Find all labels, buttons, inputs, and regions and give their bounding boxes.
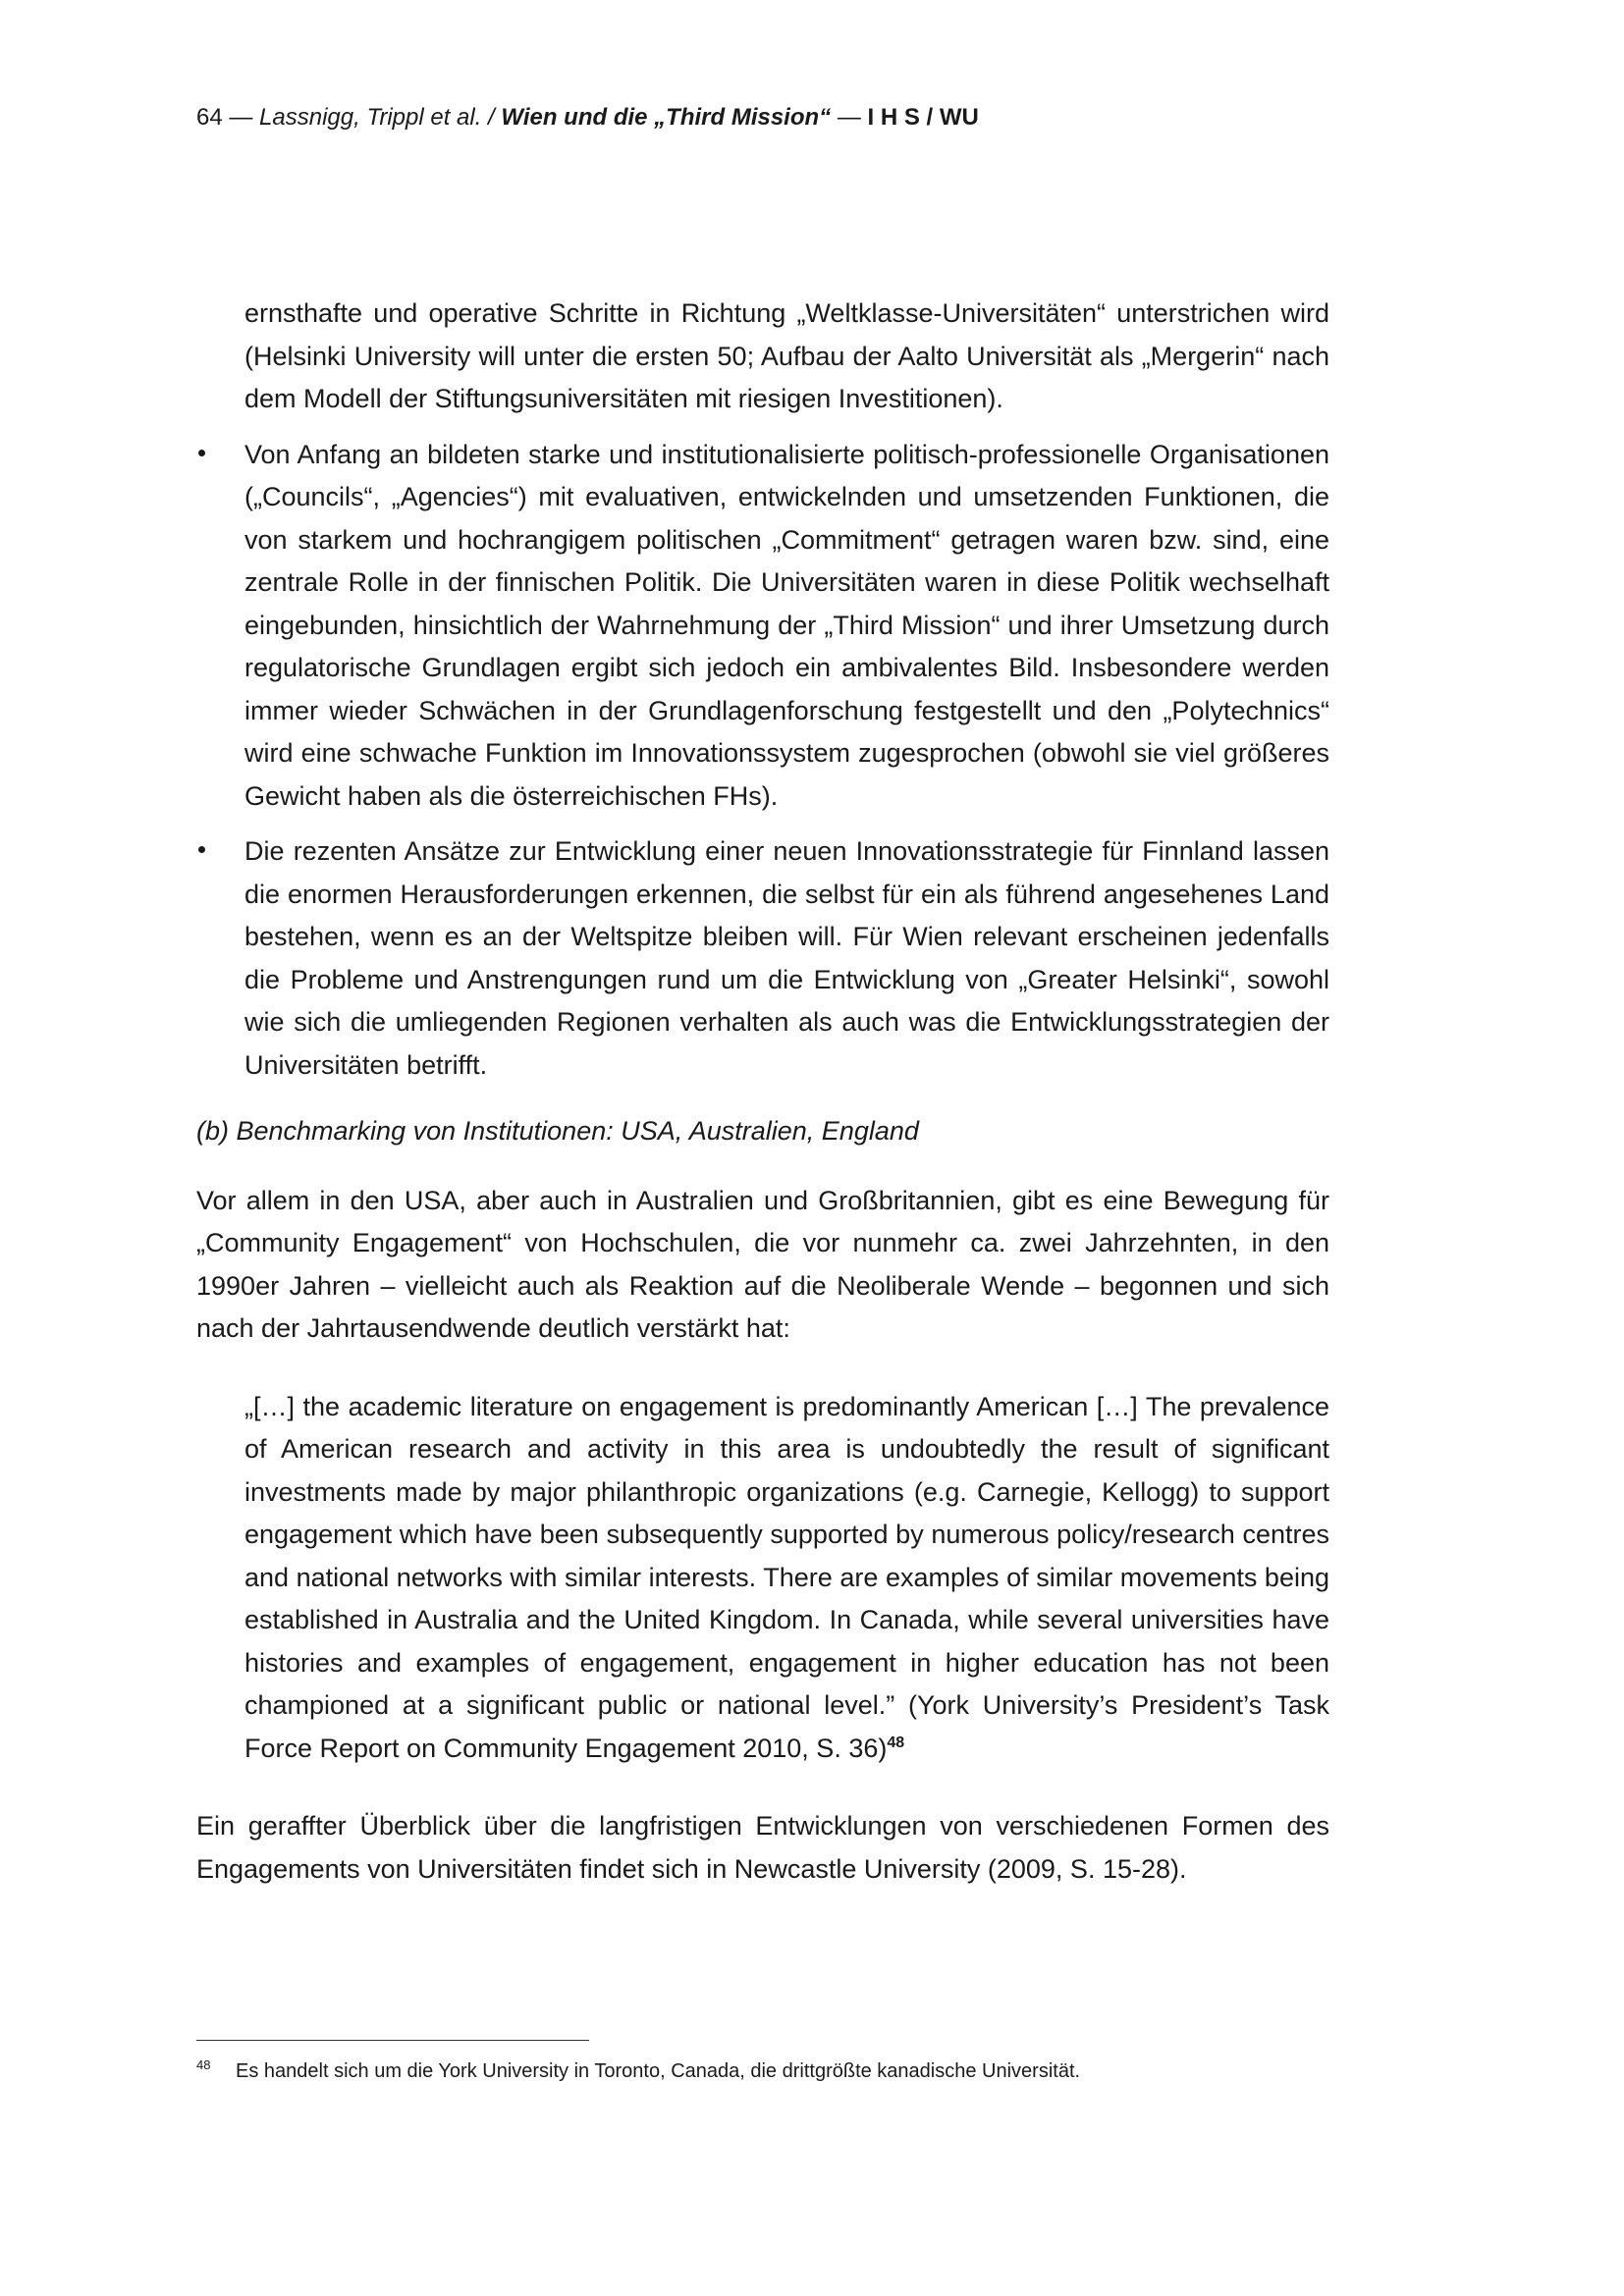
footnote-number: 48: [196, 2057, 211, 2072]
bullet-icon: [196, 434, 216, 477]
header-authors: Lassnigg, Trippl et al. /: [259, 104, 502, 131]
bullet-item: [196, 434, 1329, 819]
main-content: [196, 293, 1329, 1891]
closing-paragraph: Ein geraffter Überblick über die langfristigen Entwicklungen von verschiedenen Formen des Engagements von Universitäten findet sich in Newcastle University (2009, S. 15-28).: [196, 1811, 1329, 1884]
footnote: [196, 2057, 1329, 2085]
header-separator: —: [222, 104, 260, 131]
bullet-item: [196, 830, 1329, 1087]
header-separator: —: [831, 104, 868, 131]
footnote-reference[interactable]: 48: [887, 1734, 905, 1751]
running-header: [196, 102, 979, 133]
block-quote: [244, 1386, 1329, 1771]
footnote-text: Es handelt sich um die York University in Toronto, Canada, die drittgrößte kanadische Universität.: [236, 2060, 1081, 2082]
intro-paragraph: Vor allem in den USA, aber auch in Australien und Großbritannien, gibt es eine Bewegung für „Community Engagement“ von Hochschulen, die vor nunmehr ca. zwei Jahrzehnten, in den 1990er Jahren – vielleicht auch als Reaktion auf die Neoliberale Wende – begonnen und sich nach der Jahrtausendwende deutlich verstärkt hat:: [196, 1185, 1329, 1343]
quote-text: „[…] the academic literature on engagement is predominantly American […] The prevalence of American research and activity in this area is undoubtedly the result of significant investments made by major philanthropic organizations (e.g. Carnegie, Kellogg) to support engagement which have been subsequently supported by numerous policy/research centres and national networks with similar interests. There are examples of similar movements being established in Australia and the United Kingdom. In Canada, while several universities have histories and examples of engagement, engagement in higher education has not been championed at a significant public or national level.” (York University’s President’s Task Force Report on Community Engagement 2010, S. 36): [244, 1391, 1329, 1763]
continued-bullet-text: ernsthafte und operative Schritte in Richtung „Weltklasse-Universitäten“ unterstrichen wird (Helsinki University will unter die ersten 50; Aufbau der Aalto Universität als „Mergerin“ nach dem Modell der Stiftungsuniversitäten mit riesigen Investitionen).: [244, 298, 1329, 413]
header-institutions: I H S / WU: [867, 104, 979, 131]
bullet-text: Von Anfang an bildeten starke und institutionalisierte politisch-professionelle Organisationen („Councils“, „Agencies“) mit evaluativen, entwickelnden und umsetzenden Funktionen, die von starkem und hochrangigem politischen „Commitment“ getragen waren bzw. sind, eine zentrale Rolle in der finnischen Politik. Die Universitäten waren in diese Politik wechselhaft eingebunden, hinsichtlich der Wahrnehmung der „Third Mission“ und ihrer Umsetzung durch regulatorische Grundlagen ergibt sich jedoch ein ambivalentes Bild. Insbesondere werden immer wieder Schwächen in der Grundlagenforschung festgestellt und den „Polytechnics“ wird eine schwache Funktion im Innovationssystem zugesprochen (obwohl sie viel größeres Gewicht haben als die österreichischen FHs).: [244, 439, 1329, 811]
footnote-divider: [196, 2040, 589, 2041]
header-title: Wien und die „Third Mission“: [501, 104, 832, 131]
section-heading: (b) Benchmarking von Institutionen: USA, Australien, England: [196, 1116, 919, 1146]
bullet-icon: [196, 830, 216, 874]
bullet-text: Die rezenten Ansätze zur Entwicklung einer neuen Innovationsstrategie für Finnland lassen die enormen Herausforderungen erkennen, die selbst für ein als führend angesehenes Land bestehen, wenn es an der Weltspitze bleiben will. Für Wien relevant erscheinen jedenfalls die Probleme und Anstrengungen rund um die Entwicklung von „Greater Helsinki“, sowohl wie sich die umliegenden Regionen verhalten als auch was die Entwicklungsstrategien der Universitäten betrifft.: [244, 836, 1329, 1080]
page-number: 64: [196, 104, 223, 131]
